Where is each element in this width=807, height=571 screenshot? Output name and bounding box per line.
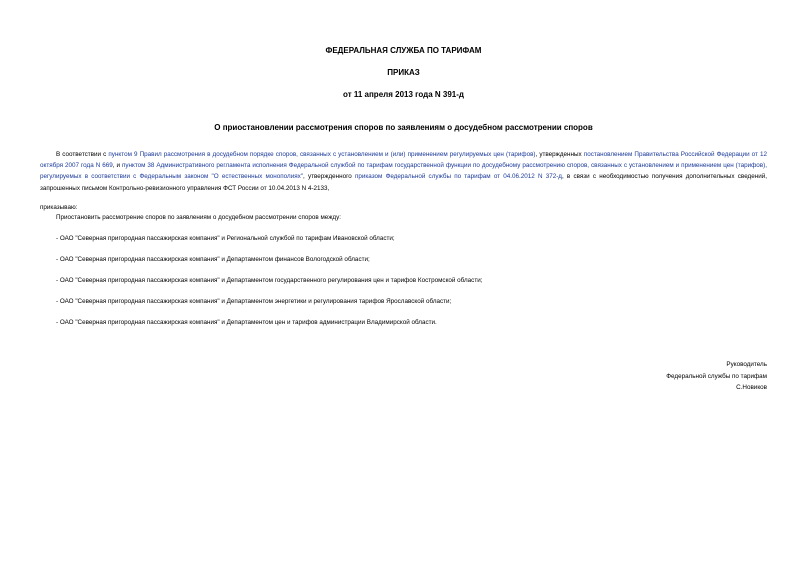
doc-title: О приостановлении рассмотрения споров по заявлениям о досудебном рассмотрении споров — [214, 123, 593, 132]
list-item: - ОАО "Северная пригородная пассажирская компания" и Департаментом цен и тарифов администрации Владимирской области. — [56, 319, 437, 326]
list-item: - ОАО "Северная пригородная пассажирская компания" и Региональной службой по тарифам Ивановской области; — [56, 235, 395, 242]
org-name: ФЕДЕРАЛЬНАЯ СЛУЖБА ПО ТАРИФАМ — [325, 46, 482, 55]
intro-text-1: В соответствии с — [56, 151, 109, 158]
link-regulation-point-38[interactable]: пунктом 38 Административного регламента исполнения Федеральной службой по тарифам государственной функции по досудебному рассмотрению споров, связанных с установлением и применением цен (тарифов), регулируемых в соответствии с Федеральным законом "О естественных монополиях" — [40, 162, 767, 181]
doc-type: ПРИКАЗ — [387, 68, 420, 77]
signature-name: С.Новиков — [736, 384, 767, 391]
intro-paragraph — [40, 149, 767, 194]
link-rules-point-9[interactable]: пунктом 9 Правил рассмотрения в досудебном порядке споров, связанных с установлением и (или) применением регулируемых цен (тарифов) — [108, 151, 536, 158]
doc-date: от 11 апреля 2013 года N 391-д — [343, 90, 464, 99]
intro-text-5: , в связи с необходимостью получения дополнительных сведений, запрошенных письмом Контрольно-ревизионного управления ФСТ России от 10.04.2013 N 4-2133, — [40, 173, 767, 192]
signature-block — [666, 359, 767, 394]
intro-text-2: , утвержденных — [535, 151, 584, 158]
signature-position-1: Руководитель — [726, 361, 767, 368]
intro-text-4: , утвержденного — [303, 173, 355, 181]
list-item: - ОАО "Северная пригородная пассажирская компания" и Департаментом финансов Вологодской области; — [56, 256, 370, 263]
list-item: - ОАО "Северная пригородная пассажирская компания" и Департаментом государственного регулирования цен и тарифов Костромской области; — [56, 277, 483, 284]
order-word: приказываю: — [40, 204, 78, 211]
order-text: Приостановить рассмотрение споров по заявлениям о досудебном рассмотрении споров между: — [56, 214, 342, 221]
link-fst-order[interactable]: приказом Федеральной службы по тарифам от 04.06.2012 N 372-д — [354, 173, 562, 181]
signature-position-2: Федеральной службы по тарифам — [666, 372, 767, 380]
intro-text-3: , и — [112, 162, 122, 170]
list-item: - ОАО "Северная пригородная пассажирская компания" и Департаментом энергетики и регулирования тарифов Ярославской области; — [56, 298, 452, 305]
link-government-decree[interactable]: постановлением Правительства Российской Федерации от 12 октября 2007 года N 669 — [40, 151, 768, 170]
